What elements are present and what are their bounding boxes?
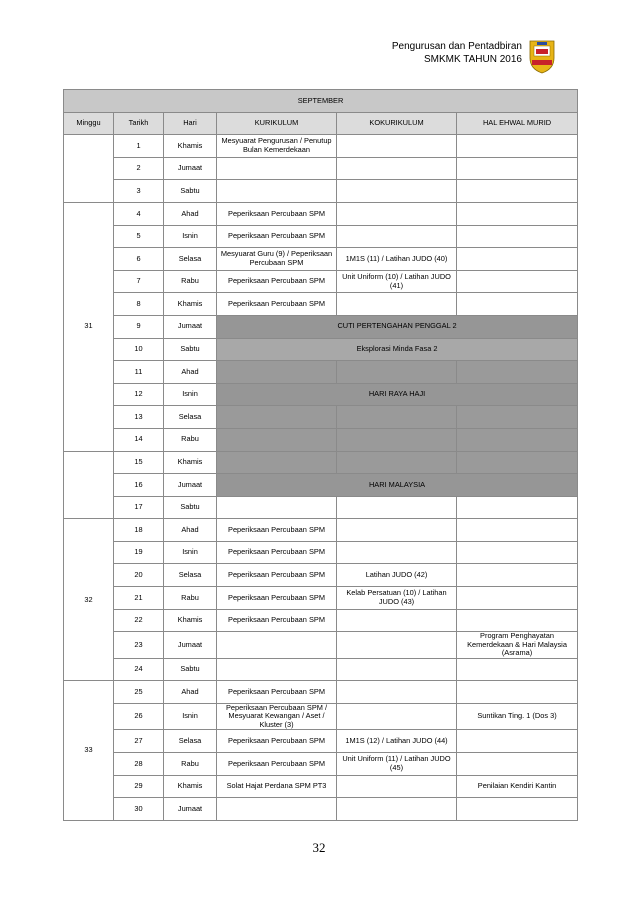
date-cell: 18: [114, 519, 164, 542]
col-header-tarikh: Tarikh: [114, 112, 164, 135]
hem-cell: [457, 451, 578, 474]
table-row: [64, 703, 578, 730]
hem-cell: [457, 753, 578, 776]
kurikulum-cell: Peperiksaan Percubaan SPM: [217, 270, 337, 293]
date-cell: 12: [114, 383, 164, 406]
kokurikulum-cell: Unit Uniform (10) / Latihan JUDO (41): [337, 270, 457, 293]
day-cell: Isnin: [164, 703, 217, 730]
col-header-hem: HAL EHWAL MURID: [457, 112, 578, 135]
kokurikulum-cell: [337, 202, 457, 225]
table-row: [64, 658, 578, 681]
kurikulum-cell: Peperiksaan Percubaan SPM: [217, 753, 337, 776]
table-row: [64, 496, 578, 519]
day-cell: Sabtu: [164, 180, 217, 203]
day-cell: Selasa: [164, 248, 217, 271]
hem-cell: [457, 270, 578, 293]
day-cell: Selasa: [164, 730, 217, 753]
kokurikulum-cell: [337, 406, 457, 429]
date-cell: 15: [114, 451, 164, 474]
hem-cell: Program Penghayatan Kemerdekaan & Hari Malaysia (Asrama): [457, 632, 578, 659]
table-row: [64, 383, 578, 406]
kurikulum-cell: Peperiksaan Percubaan SPM: [217, 225, 337, 248]
kokurikulum-cell: [337, 428, 457, 451]
date-cell: 7: [114, 270, 164, 293]
table-row: [64, 775, 578, 798]
day-cell: Ahad: [164, 681, 217, 704]
kurikulum-cell: [217, 180, 337, 203]
kurikulum-cell: Peperiksaan Percubaan SPM: [217, 587, 337, 610]
kokurikulum-cell: Unit Uniform (11) / Latihan JUDO (45): [337, 753, 457, 776]
table-row: [64, 180, 578, 203]
table-row: [64, 406, 578, 429]
kurikulum-cell: Solat Hajat Perdana SPM PT3: [217, 775, 337, 798]
kokurikulum-cell: [337, 135, 457, 158]
kurikulum-cell: Peperiksaan Percubaan SPM: [217, 564, 337, 587]
table-row: [64, 225, 578, 248]
kokurikulum-cell: [337, 541, 457, 564]
day-cell: Isnin: [164, 541, 217, 564]
day-cell: Rabu: [164, 587, 217, 610]
table-row: [64, 428, 578, 451]
day-cell: Sabtu: [164, 496, 217, 519]
week-cell: 32: [64, 519, 114, 681]
document-header: [392, 40, 522, 66]
holiday-cell: HARI RAYA HAJI: [217, 383, 578, 406]
hem-cell: [457, 730, 578, 753]
table-row: [64, 338, 578, 361]
day-cell: Jumaat: [164, 157, 217, 180]
hem-cell: [457, 293, 578, 316]
header-title: Pengurusan dan Pentadbiran: [391, 41, 522, 52]
week-cell: [64, 135, 114, 203]
schedule-body: [64, 135, 578, 821]
day-cell: Ahad: [164, 202, 217, 225]
hem-cell: [457, 681, 578, 704]
date-cell: 9: [114, 315, 164, 338]
kurikulum-cell: Peperiksaan Percubaan SPM / Mesyuarat Kewangan / Aset / Kluster (3): [217, 703, 337, 730]
day-cell: Sabtu: [164, 338, 217, 361]
kokurikulum-cell: [337, 658, 457, 681]
hem-cell: [457, 406, 578, 429]
table-row: [64, 451, 578, 474]
table-row: [64, 248, 578, 271]
day-cell: Khamis: [164, 609, 217, 632]
table-row: [64, 474, 578, 497]
kurikulum-cell: [217, 658, 337, 681]
kurikulum-cell: Peperiksaan Percubaan SPM: [217, 202, 337, 225]
table-row: [64, 587, 578, 610]
table-row: [64, 293, 578, 316]
holiday-cell: CUTI PERTENGAHAN PENGGAL 2: [217, 315, 578, 338]
day-cell: Selasa: [164, 406, 217, 429]
kurikulum-cell: [217, 157, 337, 180]
hem-cell: [457, 564, 578, 587]
day-cell: Khamis: [164, 775, 217, 798]
kurikulum-cell: Mesyuarat Pengurusan / Penutup Bulan Kemerdekaan: [217, 135, 337, 158]
table-row: [64, 135, 578, 158]
day-cell: Rabu: [164, 753, 217, 776]
holiday-cell: Eksplorasi Minda Fasa 2: [217, 338, 578, 361]
date-cell: 2: [114, 157, 164, 180]
col-header-minggu: Minggu: [64, 112, 114, 135]
table-row: [64, 541, 578, 564]
hem-cell: [457, 157, 578, 180]
kokurikulum-cell: [337, 609, 457, 632]
kokurikulum-cell: [337, 519, 457, 542]
kurikulum-cell: Peperiksaan Percubaan SPM: [217, 609, 337, 632]
kokurikulum-cell: [337, 681, 457, 704]
kurikulum-cell: [217, 406, 337, 429]
kokurikulum-cell: [337, 225, 457, 248]
header-subtitle: SMKMK TAHUN 2016: [424, 54, 522, 65]
date-cell: 1: [114, 135, 164, 158]
date-cell: 19: [114, 541, 164, 564]
kurikulum-cell: [217, 496, 337, 519]
table-row: [64, 157, 578, 180]
hem-cell: [457, 541, 578, 564]
kokurikulum-cell: 1M1S (12) / Latihan JUDO (44): [337, 730, 457, 753]
kurikulum-cell: Peperiksaan Percubaan SPM: [217, 293, 337, 316]
table-row: [64, 753, 578, 776]
kurikulum-cell: Peperiksaan Percubaan SPM: [217, 541, 337, 564]
table-row: [64, 315, 578, 338]
day-cell: Khamis: [164, 451, 217, 474]
kokurikulum-cell: Latihan JUDO (42): [337, 564, 457, 587]
hem-cell: [457, 798, 578, 821]
week-cell: 33: [64, 681, 114, 820]
date-cell: 8: [114, 293, 164, 316]
kokurikulum-cell: [337, 496, 457, 519]
date-cell: 17: [114, 496, 164, 519]
kurikulum-cell: Peperiksaan Percubaan SPM: [217, 519, 337, 542]
kokurikulum-cell: Kelab Persatuan (10) / Latihan JUDO (43): [337, 587, 457, 610]
hem-cell: [457, 361, 578, 384]
kurikulum-cell: [217, 451, 337, 474]
day-cell: Jumaat: [164, 632, 217, 659]
day-cell: Isnin: [164, 383, 217, 406]
kurikulum-cell: Peperiksaan Percubaan SPM: [217, 730, 337, 753]
kokurikulum-cell: [337, 157, 457, 180]
day-cell: Selasa: [164, 564, 217, 587]
hem-cell: [457, 587, 578, 610]
date-cell: 26: [114, 703, 164, 730]
table-row: [64, 519, 578, 542]
week-cell: [64, 451, 114, 519]
date-cell: 23: [114, 632, 164, 659]
table-row: [64, 361, 578, 384]
kokurikulum-cell: 1M1S (11) / Latihan JUDO (40): [337, 248, 457, 271]
day-cell: Isnin: [164, 225, 217, 248]
hem-cell: [457, 248, 578, 271]
date-cell: 22: [114, 609, 164, 632]
date-cell: 25: [114, 681, 164, 704]
col-header-kokurikulum: KOKURIKULUM: [337, 112, 457, 135]
date-cell: 24: [114, 658, 164, 681]
table-row: [64, 798, 578, 821]
date-cell: 3: [114, 180, 164, 203]
kokurikulum-cell: [337, 798, 457, 821]
kurikulum-cell: Peperiksaan Percubaan SPM: [217, 681, 337, 704]
kokurikulum-cell: [337, 451, 457, 474]
kokurikulum-cell: [337, 703, 457, 730]
table-row: [64, 202, 578, 225]
date-cell: 13: [114, 406, 164, 429]
date-cell: 16: [114, 474, 164, 497]
date-cell: 27: [114, 730, 164, 753]
date-cell: 14: [114, 428, 164, 451]
hem-cell: [457, 496, 578, 519]
day-cell: Rabu: [164, 428, 217, 451]
september-schedule-table: [63, 89, 578, 821]
day-cell: Khamis: [164, 135, 217, 158]
kurikulum-cell: [217, 632, 337, 659]
day-cell: Jumaat: [164, 474, 217, 497]
hem-cell: [457, 135, 578, 158]
date-cell: 5: [114, 225, 164, 248]
hem-cell: [457, 202, 578, 225]
table-row: [64, 270, 578, 293]
day-cell: Sabtu: [164, 658, 217, 681]
day-cell: Khamis: [164, 293, 217, 316]
table-row: [64, 730, 578, 753]
kurikulum-cell: [217, 798, 337, 821]
date-cell: 10: [114, 338, 164, 361]
hem-cell: [457, 180, 578, 203]
date-cell: 28: [114, 753, 164, 776]
date-cell: 21: [114, 587, 164, 610]
kurikulum-cell: [217, 361, 337, 384]
hem-cell: Penilaian Kendiri Kantin: [457, 775, 578, 798]
date-cell: 29: [114, 775, 164, 798]
date-cell: 11: [114, 361, 164, 384]
kokurikulum-cell: [337, 293, 457, 316]
page-number: 32: [312, 840, 326, 855]
kurikulum-cell: Mesyuarat Guru (9) / Peperiksaan Percubaan SPM: [217, 248, 337, 271]
date-cell: 30: [114, 798, 164, 821]
kokurikulum-cell: [337, 361, 457, 384]
kurikulum-cell: [217, 428, 337, 451]
hem-cell: [457, 225, 578, 248]
date-cell: 4: [114, 202, 164, 225]
table-row: [64, 632, 578, 659]
day-cell: Jumaat: [164, 798, 217, 821]
col-header-hari: Hari: [164, 112, 217, 135]
date-cell: 20: [114, 564, 164, 587]
day-cell: Ahad: [164, 519, 217, 542]
hem-cell: [457, 658, 578, 681]
hem-cell: Suntikan Ting. 1 (Dos 3): [457, 703, 578, 730]
school-crest-icon: [528, 38, 556, 74]
date-cell: 6: [114, 248, 164, 271]
day-cell: Ahad: [164, 361, 217, 384]
hem-cell: [457, 519, 578, 542]
week-cell: 31: [64, 202, 114, 451]
holiday-cell: HARI MALAYSIA: [217, 474, 578, 497]
month-title: SEPTEMBER: [64, 90, 578, 113]
day-cell: Rabu: [164, 270, 217, 293]
hem-cell: [457, 609, 578, 632]
hem-cell: [457, 428, 578, 451]
kokurikulum-cell: [337, 632, 457, 659]
kokurikulum-cell: [337, 775, 457, 798]
table-row: [64, 609, 578, 632]
col-header-kurikulum: KURIKULUM: [217, 112, 337, 135]
table-row: [64, 564, 578, 587]
day-cell: Jumaat: [164, 315, 217, 338]
kokurikulum-cell: [337, 180, 457, 203]
table-row: [64, 681, 578, 704]
